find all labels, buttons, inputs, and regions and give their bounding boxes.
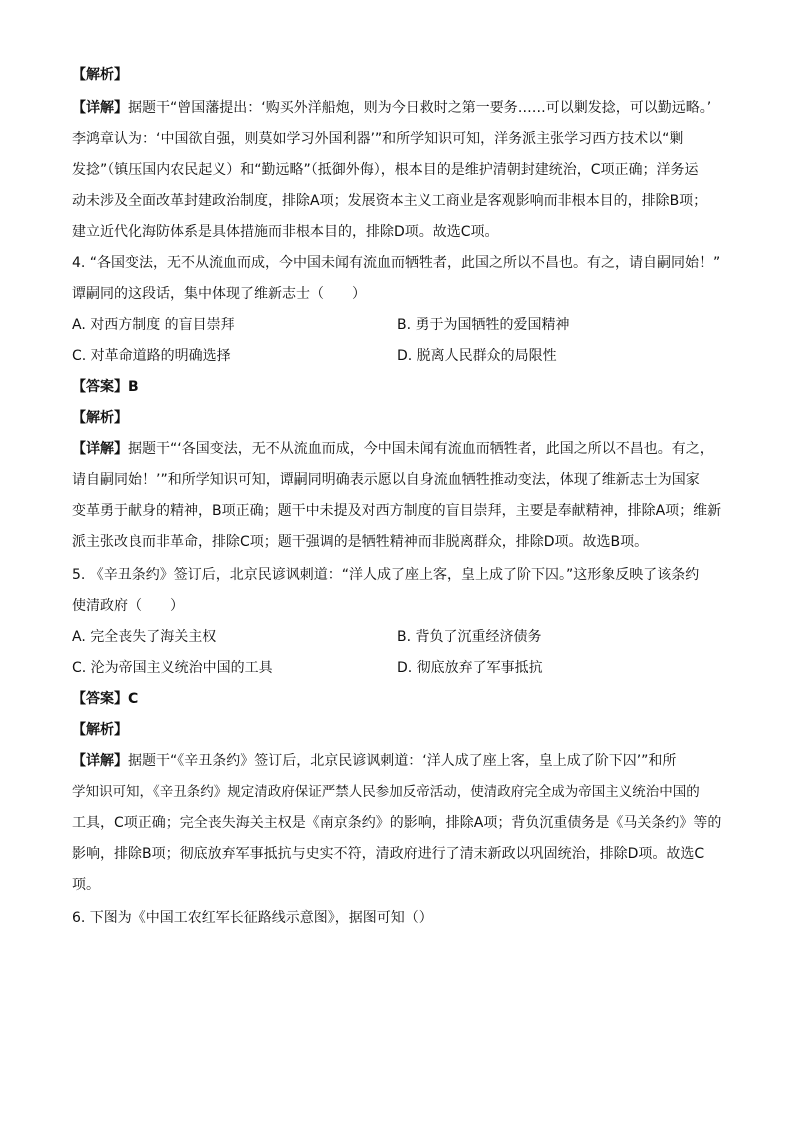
- q5-detail-line-2: 学知识可知，《辛丑条约》规定清政府保证严禁人民参加反帝活动，使清政府完全成为帝国主义统治中国的: [72, 784, 700, 800]
- q4-analysis-tag: 【解析】: [72, 410, 128, 426]
- q4-answer: 【答案】B: [72, 379, 139, 395]
- q5-option-c: C. 沦为帝国主义统治中国的工具: [72, 660, 273, 676]
- q3-detail-line-3: 发捻”（镇压国内农民起义）和“勤远略”（抵御外侮），根本目的是维护清朝封建统治，C项正确；洋务运: [72, 162, 699, 178]
- q5-analysis-tag: 【解析】: [72, 722, 128, 738]
- q3-detail-text-1: 据题干“曾国藩提出：‘购买外洋船炮，则为今日救时之第一要务……可以剿发捻，可以勤远略。’: [128, 100, 712, 116]
- q5-stem-line-2: 使清政府（ ）: [72, 598, 184, 614]
- q3-detail-line-1: [72, 98, 722, 118]
- q4-option-b: B. 勇于为国牺牲的爱国精神: [397, 317, 570, 333]
- q4-option-c: C. 对革命道路的明确选择: [72, 348, 231, 364]
- q5-detail-tag: 【详解】: [72, 753, 128, 769]
- q5-detail-line-5: 项。: [72, 877, 100, 893]
- q5-detail-line-3: 工具，C项正确；完全丧失海关主权是《南京条约》的影响，排除A项；背负沉重债务是《马关条约》等的: [72, 815, 722, 831]
- q4-detail-tag: 【详解】: [72, 441, 128, 457]
- q5-detail-line-1: [72, 751, 722, 771]
- q5-detail-line-4: 影响，排除B项；彻底放弃军事抵抗与史实不符，清政府进行了清末新政以巩固统治，排除D项。故选C: [72, 846, 705, 862]
- q3-detail-line-5: 建立近代化海防体系是具体措施而非根本目的，排除D项。故选C项。: [72, 224, 499, 240]
- q4-stem-line-2: 谭嗣同的这段话，集中体现了维新志士（ ）: [72, 286, 366, 302]
- q4-option-a: A. 对西方制度 的盲目崇拜: [72, 317, 235, 333]
- q3-analysis-tag: 【解析】: [72, 67, 128, 83]
- q5-option-d: D. 彻底放弃了军事抵抗: [397, 660, 543, 676]
- q5-detail-text-1: 据题干“《辛丑条约》签订后，北京民谚讽刺道：‘洋人成了座上客，皇上成了阶下囚’”和所: [128, 753, 677, 769]
- q4-stem-line-1: 4. “各国变法，无不从流血而成，今中国未闻有流血而牺牲者，此国之所以不昌也。有之，请自嗣同始！”: [72, 255, 721, 271]
- q6-stem: 6. 下图为《中国工农红军长征路线示意图》，据图可知（）: [72, 910, 433, 926]
- q4-detail-line-3: 变革勇于献身的精神，B项正确；题干中未提及对西方制度的盲目崇拜，主要是奉献精神，排除A项；维新: [72, 503, 722, 519]
- q3-detail-line-4: 动未涉及全面改革封建政治制度，排除A项；发展资本主义工商业是客观影响而非根本目的，排除B项；: [72, 193, 708, 209]
- q5-stem-line-1: 5. 《辛丑条约》签订后，北京民谚讽刺道：“洋人成了座上客，皇上成了阶下囚。”这形象反映了该条约: [72, 567, 700, 583]
- q4-detail-line-2: 请自嗣同始！’”和所学知识可知，谭嗣同明确表示愿以自身流血牺牲推动变法，体现了维新志士为国家: [72, 472, 700, 488]
- q3-detail-tag: 【详解】: [72, 100, 128, 116]
- q5-option-b: B. 背负了沉重经济债务: [397, 629, 542, 645]
- q4-detail-line-1: [72, 439, 722, 459]
- q5-option-a: A. 完全丧失了海关主权: [72, 629, 217, 645]
- q4-option-d: D. 脱离人民群众的局限性: [397, 348, 557, 364]
- q3-detail-line-2: 李鸿章认为：‘中国欲自强，则莫如学习外国利器’”和所学知识可知，洋务派主张学习西方技术以“剿: [72, 131, 684, 147]
- q4-detail-line-4: 派主张改良而非革命，排除C项；题干强调的是牺牲精神而非脱离群众，排除D项。故选B项。: [72, 534, 649, 550]
- q5-answer: 【答案】C: [72, 691, 139, 707]
- q4-detail-text-1: 据题干“‘各国变法，无不从流血而成，今中国未闻有流血而牺牲者，此国之所以不昌也。有之，: [128, 441, 714, 457]
